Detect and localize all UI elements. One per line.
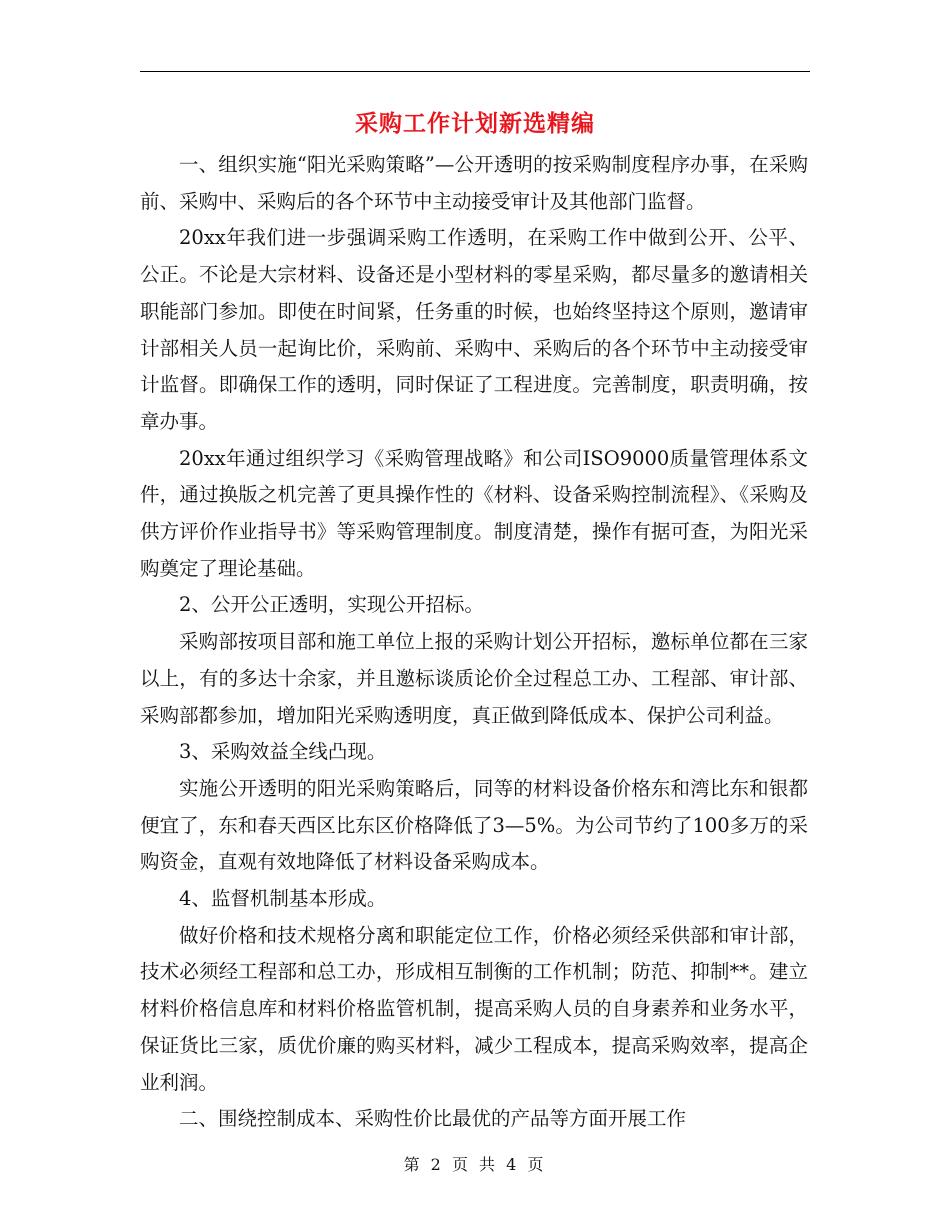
paragraph: 20xx年我们进一步强调采购工作透明，在采购工作中做到公开、公平、公正。不论是大宗材料、设备还是小型材料的零星采购，都尽量多的邀请相关职能部门参加。即使在时间紧，任务重的时候，也始终坚持这个原则，邀请审计部相关人员一起询比价，采购前、采购中、采购后的各个环节中主动接受审计监督。即确保工作的透明，同时保证了工程进度。完善制度，职责明确，按章办事。 <box>140 226 808 433</box>
header-rule <box>140 71 810 72</box>
paragraph: 做好价格和技术规格分离和职能定位工作，价格必须经采供部和审计部，技术必须经工程部和总工办，形成相互制衡的工作机制；防范、抑制**。建立材料价格信息库和材料价格监管机制，提高采购人员的自身素养和业务水平，保证货比三家，质优价廉的购买材料，减少工程成本，提高采购效率，提高企业利润。 <box>140 923 808 1094</box>
paragraph: 采购部按项目部和施工单位上报的采购计划公开招标，邀标单位都在三家以上，有的多达十余家，并且邀标谈质论价全过程总工办、工程部、审计部、采购部都参加，增加阳光采购透明度，真正做到降低成本、保护公司利益。 <box>140 630 808 727</box>
document-body <box>140 147 808 1138</box>
paragraph: 2、公开公正透明，实现公开招标。 <box>179 593 484 617</box>
page-footer: 第 2 页 共 4 页 <box>403 1155 547 1174</box>
document-title: 采购工作计划新选精编 <box>355 110 595 137</box>
paragraph: 实施公开透明的阳光采购策略后，同等的材料设备价格东和湾比东和银都便宜了，东和春天西区比东区价格降低了3—5%。为公司节约了100多万的采购资金，直观有效地降低了材料设备采购成本。 <box>140 776 808 874</box>
paragraph: 二、围绕控制成本、采购性价比最优的产品等方面开展工作 <box>179 1107 687 1131</box>
paragraph: 4、监督机制基本形成。 <box>179 887 387 911</box>
paragraph: 一、组织实施“阳光采购策略”—公开透明的按采购制度程序办事，在采购前、采购中、采购后的各个环节中主动接受审计及其他部门监督。 <box>140 153 808 213</box>
paragraph: 20xx年通过组织学习《采购管理战略》和公司ISO9000质量管理体系文件，通过换版之机完善了更具操作性的《材料、设备采购控制流程》、《采购及供方评价作业指导书》等采购管理制度。制度清楚，操作有据可查，为阳光采购奠定了理论基础。 <box>140 446 808 580</box>
paragraph: 3、采购效益全线凸现。 <box>179 740 387 764</box>
